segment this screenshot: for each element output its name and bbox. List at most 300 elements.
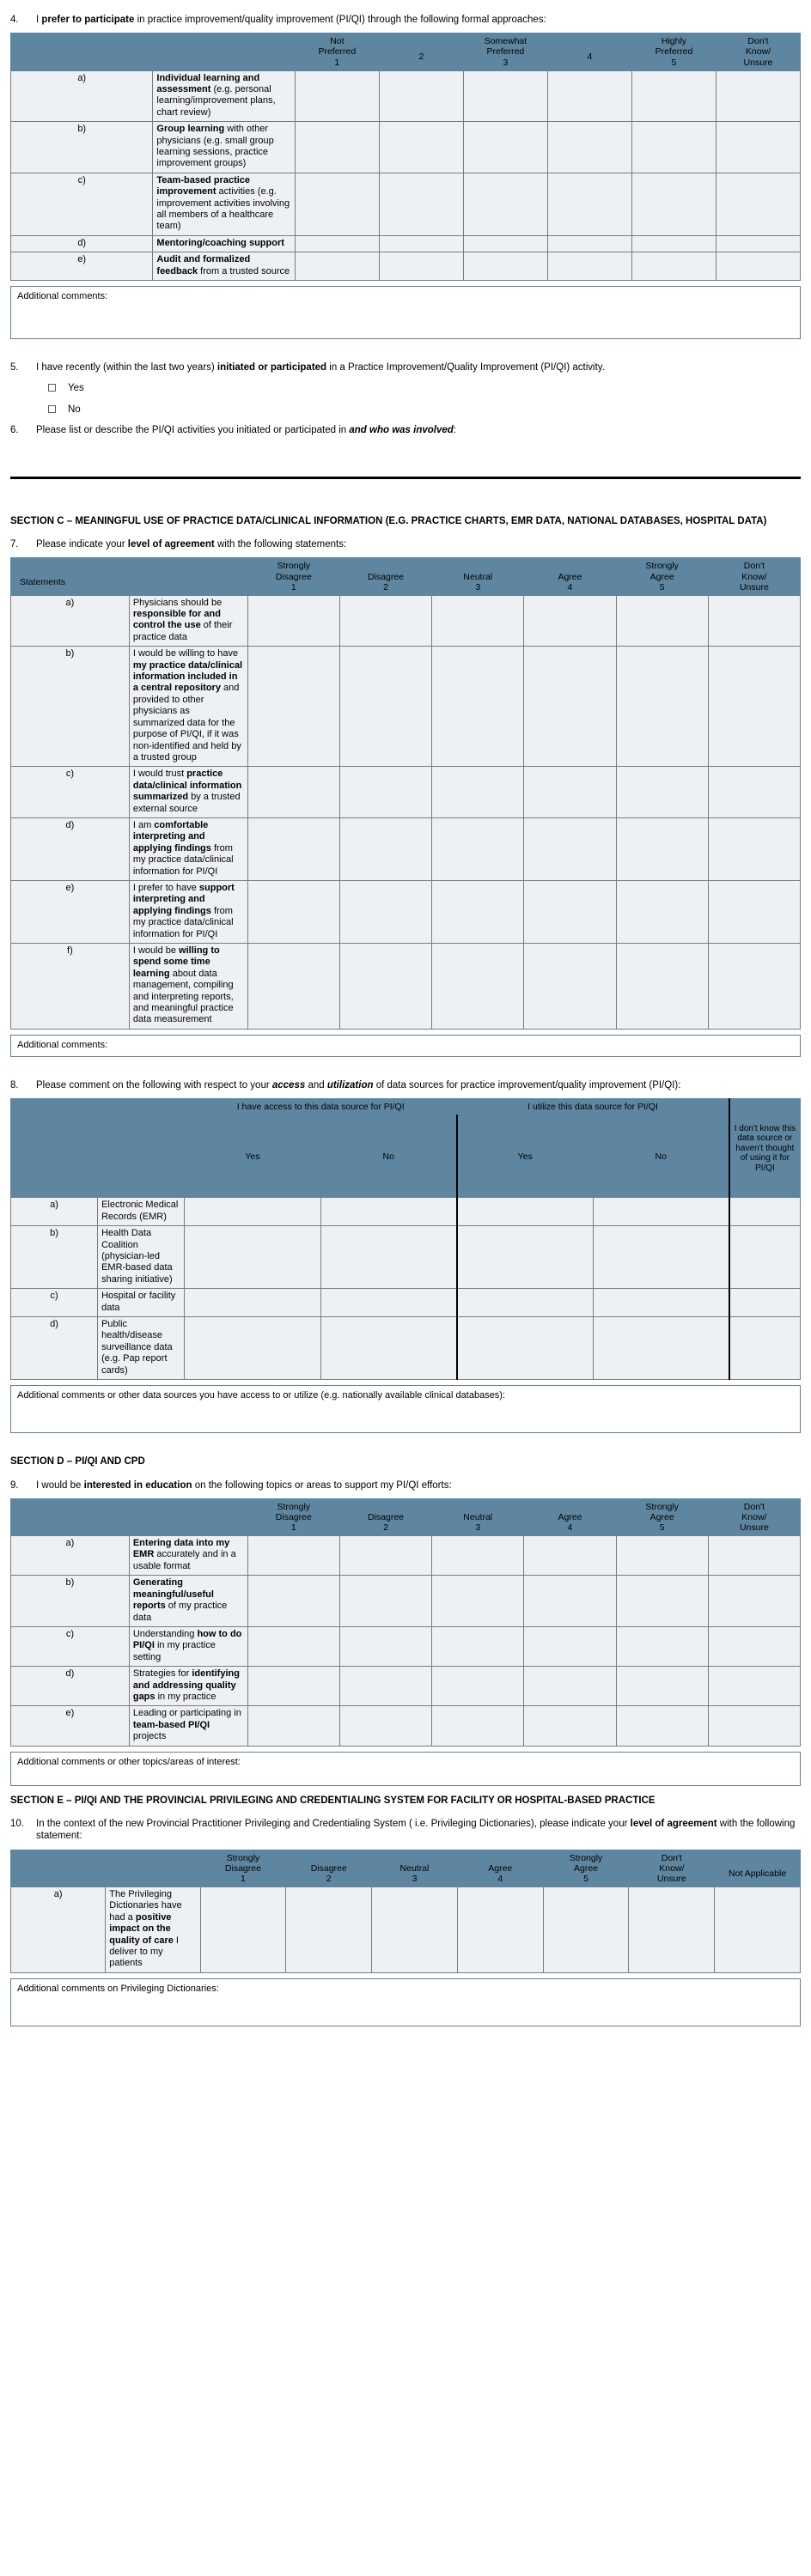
column-header-line: Unsure xyxy=(739,1522,769,1533)
row-label: Public health/disease surveillance data (e.g. Pap report cards) xyxy=(98,1316,185,1379)
q10-comments-box[interactable] xyxy=(10,1978,801,2026)
response-cell[interactable] xyxy=(247,647,339,767)
table-row xyxy=(11,1226,801,1289)
row-index: a) xyxy=(11,1198,98,1226)
table-row xyxy=(11,595,801,647)
column-header-line: Disagree xyxy=(368,571,405,582)
column-header xyxy=(524,558,616,595)
response-cell[interactable] xyxy=(372,1887,458,1973)
q8-text-post: of data sources for practice improvement/quality improvement (PI/QI): xyxy=(373,1079,681,1091)
column-header-line: Know/ xyxy=(741,571,767,582)
row-label: Group learning with other physicians (e.g. small group learning sessions, practice improvement groups) xyxy=(153,122,295,173)
response-cell[interactable] xyxy=(593,1198,729,1226)
response-cell[interactable] xyxy=(616,880,708,943)
response-cell[interactable] xyxy=(339,1626,431,1666)
column-header-line: 5 xyxy=(583,1873,588,1884)
response-cell[interactable] xyxy=(463,252,547,281)
section-d-heading: SECTION D – PI/QI AND CPD xyxy=(10,1455,145,1467)
column-header-spacer xyxy=(526,561,613,571)
column-header xyxy=(524,1498,616,1535)
response-cell[interactable] xyxy=(543,1887,629,1973)
group-column-header xyxy=(11,1099,185,1198)
response-cell[interactable] xyxy=(708,1667,800,1706)
response-cell[interactable] xyxy=(247,767,339,818)
column-header xyxy=(547,33,631,70)
response-cell[interactable] xyxy=(524,817,616,880)
q8-text-mid: and xyxy=(305,1079,327,1091)
response-cell[interactable] xyxy=(247,595,339,647)
response-cell[interactable] xyxy=(524,1667,616,1706)
row-index: d) xyxy=(11,1316,98,1379)
row-index: b) xyxy=(11,1576,130,1627)
column-header-line: Not Applicable xyxy=(729,1868,787,1879)
column-header-line: 3 xyxy=(475,581,481,592)
response-cell[interactable] xyxy=(457,1887,543,1973)
column-header-line: 4 xyxy=(497,1873,503,1884)
question-10 xyxy=(10,1818,801,1843)
column-header-line: Unsure xyxy=(656,1873,686,1884)
response-cell[interactable] xyxy=(379,173,463,235)
table-row xyxy=(11,235,801,252)
q7-comments-box[interactable] xyxy=(10,1035,801,1057)
response-cell[interactable] xyxy=(631,70,716,122)
section-c-heading: SECTION C – MEANINGFUL USE OF PRACTICE DATA/CLINICAL INFORMATION (E.G. PRACTICE CHARTS, EMR DATA, NATIONAL DATABASES, HOSPITAL DATA) xyxy=(10,515,767,526)
q9-text-pre: I would be xyxy=(36,1479,84,1491)
row-label: I would be willing to have my practice data/clinical information included in a central repository and provided to other physicians as summarized data for the purpose of PI/QI, if it was non-identified and held by a trusted group xyxy=(129,647,247,767)
response-cell[interactable] xyxy=(339,767,431,818)
column-header-spacer xyxy=(550,41,630,52)
response-cell[interactable] xyxy=(631,235,716,252)
table-row xyxy=(11,1626,801,1666)
response-cell[interactable] xyxy=(432,817,524,880)
response-cell[interactable] xyxy=(379,122,463,173)
table-row xyxy=(11,122,801,173)
column-header-line: 5 xyxy=(671,57,677,68)
matrix-body xyxy=(11,595,801,1029)
response-cell[interactable] xyxy=(247,1667,339,1706)
column-header xyxy=(247,558,339,595)
response-cell[interactable] xyxy=(616,1576,708,1627)
response-cell[interactable] xyxy=(593,1316,729,1379)
sub-column-header: No xyxy=(593,1115,729,1198)
checkbox-icon[interactable] xyxy=(48,405,56,413)
response-cell[interactable] xyxy=(708,1536,800,1576)
response-cell[interactable] xyxy=(379,252,463,281)
q8-text-bold2: utilization xyxy=(326,1079,374,1091)
question-7 xyxy=(10,538,801,550)
question-8 xyxy=(10,1079,801,1091)
column-header-spacer xyxy=(20,46,293,57)
response-cell[interactable] xyxy=(524,1536,616,1576)
response-cell[interactable] xyxy=(247,817,339,880)
response-cell[interactable] xyxy=(432,767,524,818)
table-row xyxy=(11,944,801,1030)
row-index: c) xyxy=(11,173,153,235)
matrix-header-row xyxy=(11,1850,801,1886)
column-header-line: Agree xyxy=(649,1511,674,1522)
response-cell[interactable] xyxy=(432,1626,524,1666)
response-cell[interactable] xyxy=(185,1198,321,1226)
row-index: b) xyxy=(11,647,130,767)
response-cell[interactable] xyxy=(295,122,379,173)
matrix-header xyxy=(11,1099,801,1198)
column-header xyxy=(200,1850,286,1886)
row-index: e) xyxy=(11,252,153,281)
question-5 xyxy=(10,361,801,374)
response-cell[interactable] xyxy=(320,1198,457,1226)
question-9-number: 9. xyxy=(10,1479,19,1491)
question-10-matrix[interactable] xyxy=(10,1850,801,1973)
column-header-line: Agree xyxy=(558,1511,582,1522)
q6-text-post: : xyxy=(453,425,456,436)
column-header-spacer xyxy=(20,566,246,576)
response-cell[interactable] xyxy=(463,173,547,235)
column-header-line: Strongly xyxy=(277,561,311,572)
section-e-heading: SECTION E – PI/QI AND THE PROVINCIAL PRIVILEGING AND CREDENTIALING SYSTEM FOR FACILITY OR HOSPITAL-BASED PRACTICE xyxy=(10,1795,656,1806)
response-cell[interactable] xyxy=(716,122,800,173)
row-label: The Privileging Dictionaries have had a positive impact on the quality of care I deliver to my patients xyxy=(106,1887,200,1973)
column-header-line: Strongly xyxy=(569,1852,603,1863)
question-8-number: 8. xyxy=(10,1079,19,1091)
response-cell[interactable] xyxy=(185,1226,321,1289)
column-header xyxy=(708,558,800,595)
response-cell[interactable] xyxy=(295,252,379,281)
column-header-line: Statements xyxy=(20,576,66,587)
row-label: Individual learning and assessment (e.g. personal learning/improvement plans, chart review) xyxy=(153,70,295,122)
column-header-line: 1 xyxy=(290,1522,296,1533)
question-9-text xyxy=(36,1479,801,1492)
column-header-line: 1 xyxy=(290,581,296,592)
column-header-line: Know/ xyxy=(659,1862,685,1874)
sub-column-header: Yes xyxy=(185,1115,321,1198)
response-cell[interactable] xyxy=(463,235,547,252)
matrix-header-row xyxy=(11,1498,801,1535)
response-cell[interactable] xyxy=(320,1226,457,1289)
response-cell[interactable] xyxy=(339,944,431,1030)
row-index: b) xyxy=(11,1226,98,1289)
response-cell[interactable] xyxy=(715,1887,801,1973)
response-cell[interactable] xyxy=(716,173,800,235)
q5-option-yes[interactable] xyxy=(48,382,801,394)
response-cell[interactable] xyxy=(631,252,716,281)
response-cell[interactable] xyxy=(524,880,616,943)
question-9-matrix[interactable] xyxy=(10,1498,801,1747)
response-cell[interactable] xyxy=(616,1706,708,1746)
response-cell[interactable] xyxy=(432,595,524,647)
question-6-number: 6. xyxy=(10,425,19,436)
response-cell[interactable] xyxy=(631,173,716,235)
row-label: Entering data into my EMR accurately and in a usable format xyxy=(129,1536,247,1576)
row-index: c) xyxy=(11,1289,98,1317)
q9-text-bold: interested in education xyxy=(83,1479,192,1491)
response-cell[interactable] xyxy=(729,1316,801,1379)
column-header-line: 1 xyxy=(241,1873,246,1884)
response-cell[interactable] xyxy=(339,880,431,943)
response-cell[interactable] xyxy=(616,647,708,767)
response-cell[interactable] xyxy=(593,1289,729,1317)
response-cell[interactable] xyxy=(524,944,616,1030)
q10-text-post: with the following statement: xyxy=(36,1819,796,1842)
column-header-line: Strongly xyxy=(645,1501,679,1512)
response-cell[interactable] xyxy=(339,1576,431,1627)
column-header xyxy=(11,1498,248,1535)
column-header xyxy=(543,1850,629,1886)
column-header-line: 2 xyxy=(383,581,388,592)
row-label: Audit and formalized feedback from a trusted source xyxy=(153,252,295,281)
response-cell[interactable] xyxy=(547,252,631,281)
column-header-line: 2 xyxy=(383,1522,388,1533)
row-label: Health Data Coalition (physician-led EMR-based data sharing initiative) xyxy=(98,1226,185,1289)
column-header xyxy=(708,1498,800,1535)
row-label: Mentoring/coaching support xyxy=(153,235,295,252)
response-cell[interactable] xyxy=(547,235,631,252)
column-header-line: Disagree xyxy=(310,1862,347,1874)
column-header xyxy=(457,1850,543,1886)
table-row xyxy=(11,252,801,281)
question-7-text xyxy=(36,538,801,550)
column-header-line: Disagree xyxy=(275,1511,312,1522)
row-label: Generating meaningful/useful reports of my practice data xyxy=(129,1576,247,1627)
column-header-line: Strongly xyxy=(226,1852,260,1863)
row-label: I prefer to have support interpreting and applying findings from my practice data/clinical information for PI/QI xyxy=(129,880,247,943)
column-header-spacer xyxy=(526,1502,613,1512)
column-header-line: Know/ xyxy=(741,1511,767,1522)
response-cell[interactable] xyxy=(247,1576,339,1627)
matrix-body xyxy=(11,1887,801,1973)
column-header-spacer xyxy=(288,1853,369,1863)
response-cell[interactable] xyxy=(524,1576,616,1627)
matrix-body xyxy=(11,1536,801,1747)
row-index: e) xyxy=(11,880,130,943)
column-header-line: Agree xyxy=(558,571,582,582)
sub-column-header: No xyxy=(320,1115,457,1198)
response-cell[interactable] xyxy=(547,70,631,122)
checkbox-icon[interactable] xyxy=(48,384,56,392)
q10-text-bold: level of agreement xyxy=(630,1819,717,1830)
column-header-line: 4 xyxy=(587,52,593,63)
response-cell[interactable] xyxy=(379,70,463,122)
matrix-body xyxy=(11,70,801,281)
column-header xyxy=(463,33,547,70)
response-cell[interactable] xyxy=(247,944,339,1030)
table-row xyxy=(11,880,801,943)
question-9 xyxy=(10,1479,801,1492)
row-label: Strategies for identifying and addressing quality gaps in my practice xyxy=(129,1667,247,1706)
response-cell[interactable] xyxy=(457,1226,594,1289)
response-cell[interactable] xyxy=(716,70,800,122)
table-row xyxy=(11,1536,801,1576)
column-header xyxy=(339,1498,431,1535)
response-cell[interactable] xyxy=(295,235,379,252)
q5-option-no[interactable] xyxy=(48,404,801,416)
response-cell[interactable] xyxy=(320,1289,457,1317)
row-index: d) xyxy=(11,235,153,252)
response-cell[interactable] xyxy=(339,1536,431,1576)
response-cell[interactable] xyxy=(295,173,379,235)
column-header-line: Preferred xyxy=(318,46,357,58)
question-6 xyxy=(10,424,801,436)
sub-column-header: Yes xyxy=(457,1115,594,1198)
section-divider xyxy=(10,477,801,479)
response-cell[interactable] xyxy=(547,122,631,173)
response-cell[interactable] xyxy=(432,1536,524,1576)
response-cell[interactable] xyxy=(432,647,524,767)
response-cell[interactable] xyxy=(432,1706,524,1746)
response-cell[interactable] xyxy=(708,1576,800,1627)
column-header-line: Don't xyxy=(743,561,765,572)
question-5-number: 5. xyxy=(10,362,19,374)
column-header-line: Unsure xyxy=(739,581,769,592)
column-header-line: 4 xyxy=(567,581,573,592)
response-cell[interactable] xyxy=(463,122,547,173)
table-row xyxy=(11,1576,801,1627)
q4-comments-box[interactable] xyxy=(10,286,801,339)
response-cell[interactable] xyxy=(616,595,708,647)
response-cell[interactable] xyxy=(247,880,339,943)
response-cell[interactable] xyxy=(524,647,616,767)
question-10-text xyxy=(36,1818,801,1843)
response-cell[interactable] xyxy=(432,944,524,1030)
column-header-line: 5 xyxy=(659,581,665,592)
column-header-line: Unsure xyxy=(743,57,773,68)
column-header-line: Neutral xyxy=(463,1511,493,1522)
response-cell[interactable] xyxy=(631,122,716,173)
column-header-line: Highly xyxy=(661,36,687,47)
column-header-line: Neutral xyxy=(399,1862,430,1874)
q4-text-bold: prefer to participate xyxy=(41,15,135,25)
response-cell[interactable] xyxy=(716,252,800,281)
response-cell[interactable] xyxy=(708,647,800,767)
response-cell[interactable] xyxy=(708,1626,800,1666)
column-header xyxy=(616,1498,708,1535)
response-cell[interactable] xyxy=(729,1226,801,1289)
group-column-header: I don't know this data source or haven't thought of using it for PI/QI xyxy=(729,1099,801,1198)
response-cell[interactable] xyxy=(547,173,631,235)
response-cell[interactable] xyxy=(708,767,800,818)
matrix-group-header-row xyxy=(11,1099,801,1115)
response-cell[interactable] xyxy=(247,1706,339,1746)
response-cell[interactable] xyxy=(339,595,431,647)
row-index: a) xyxy=(11,70,153,122)
column-header-line: Not xyxy=(330,36,345,47)
question-5-text xyxy=(36,361,801,374)
response-cell[interactable] xyxy=(629,1887,715,1973)
column-header xyxy=(286,1850,372,1886)
response-cell[interactable] xyxy=(379,235,463,252)
column-header-line: 2 xyxy=(326,1873,332,1884)
response-cell[interactable] xyxy=(616,1667,708,1706)
column-header-line: Preferred xyxy=(655,46,693,58)
response-cell[interactable] xyxy=(616,1626,708,1666)
response-cell[interactable] xyxy=(593,1226,729,1289)
column-header-spacer xyxy=(342,1502,430,1512)
response-cell[interactable] xyxy=(463,70,547,122)
response-cell[interactable] xyxy=(247,1536,339,1576)
response-cell[interactable] xyxy=(432,880,524,943)
response-cell[interactable] xyxy=(616,944,708,1030)
table-row xyxy=(11,70,801,122)
response-cell[interactable] xyxy=(339,1667,431,1706)
response-cell[interactable] xyxy=(708,1706,800,1746)
response-cell[interactable] xyxy=(286,1887,372,1973)
question-8-matrix[interactable] xyxy=(10,1098,801,1380)
response-cell[interactable] xyxy=(247,1626,339,1666)
response-cell[interactable] xyxy=(524,767,616,818)
response-cell[interactable] xyxy=(457,1289,594,1317)
response-cell[interactable] xyxy=(524,1706,616,1746)
q9-comments-label: Additional comments or other topics/areas of interest: xyxy=(17,1756,241,1767)
question-4-matrix[interactable] xyxy=(10,33,801,281)
column-header-line: Somewhat xyxy=(484,36,527,47)
response-cell[interactable] xyxy=(457,1198,594,1226)
response-cell[interactable] xyxy=(708,944,800,1030)
response-cell[interactable] xyxy=(432,1667,524,1706)
row-index: c) xyxy=(11,767,130,818)
question-4 xyxy=(10,14,801,26)
response-cell[interactable] xyxy=(432,1576,524,1627)
response-cell[interactable] xyxy=(320,1316,457,1379)
q8-comments-box[interactable] xyxy=(10,1385,801,1433)
column-header-line: Don't xyxy=(747,36,769,47)
response-cell[interactable] xyxy=(616,1536,708,1576)
row-index: d) xyxy=(11,1667,130,1706)
response-cell[interactable] xyxy=(295,70,379,122)
column-header-spacer xyxy=(381,41,461,52)
response-cell[interactable] xyxy=(524,595,616,647)
q8-comments-label: Additional comments or other data sources you have access to or utilize (e.g. nationally available clinical databases): xyxy=(17,1389,506,1400)
q5-text-post: in a Practice Improvement/Quality Improvement (PI/QI) activity. xyxy=(326,362,605,374)
response-cell[interactable] xyxy=(708,880,800,943)
response-cell[interactable] xyxy=(524,1626,616,1666)
row-label: I would trust practice data/clinical information summarized by a trusted external source xyxy=(129,767,247,818)
response-cell[interactable] xyxy=(185,1289,321,1317)
column-header-line: Agree xyxy=(574,1862,599,1874)
q10-text-pre: In the context of the new Provincial Practitioner Privileging and Credentialing System ( i.e. Privileging Dictionaries), please indicate your xyxy=(36,1819,631,1830)
table-row xyxy=(11,1289,801,1317)
response-cell[interactable] xyxy=(716,235,800,252)
response-cell[interactable] xyxy=(616,817,708,880)
response-cell[interactable] xyxy=(616,767,708,818)
row-index: c) xyxy=(11,1626,130,1666)
column-header xyxy=(432,558,524,595)
q10-comments-label: Additional comments on Privileging Dictionaries: xyxy=(17,1983,219,1994)
table-row xyxy=(11,767,801,818)
column-header xyxy=(339,558,431,595)
response-cell[interactable] xyxy=(708,817,800,880)
response-cell[interactable] xyxy=(457,1316,594,1379)
column-header xyxy=(616,558,708,595)
question-7-matrix[interactable] xyxy=(10,557,801,1029)
response-cell[interactable] xyxy=(729,1198,801,1226)
response-cell[interactable] xyxy=(339,1706,431,1746)
q4-comments-label: Additional comments: xyxy=(17,291,108,302)
response-cell[interactable] xyxy=(185,1316,321,1379)
column-header xyxy=(715,1850,801,1886)
column-header-line: Disagree xyxy=(224,1862,261,1874)
column-header-line: Agree xyxy=(649,571,674,582)
response-cell[interactable] xyxy=(339,817,431,880)
response-cell[interactable] xyxy=(200,1887,286,1973)
column-header-spacer xyxy=(20,1512,246,1522)
table-row xyxy=(11,173,801,235)
column-header-line: 3 xyxy=(503,57,509,68)
table-row xyxy=(11,1706,801,1746)
response-cell[interactable] xyxy=(339,647,431,767)
response-cell[interactable] xyxy=(729,1289,801,1317)
q9-comments-box[interactable] xyxy=(10,1752,801,1786)
response-cell[interactable] xyxy=(708,595,800,647)
column-header-line: 5 xyxy=(659,1522,665,1533)
